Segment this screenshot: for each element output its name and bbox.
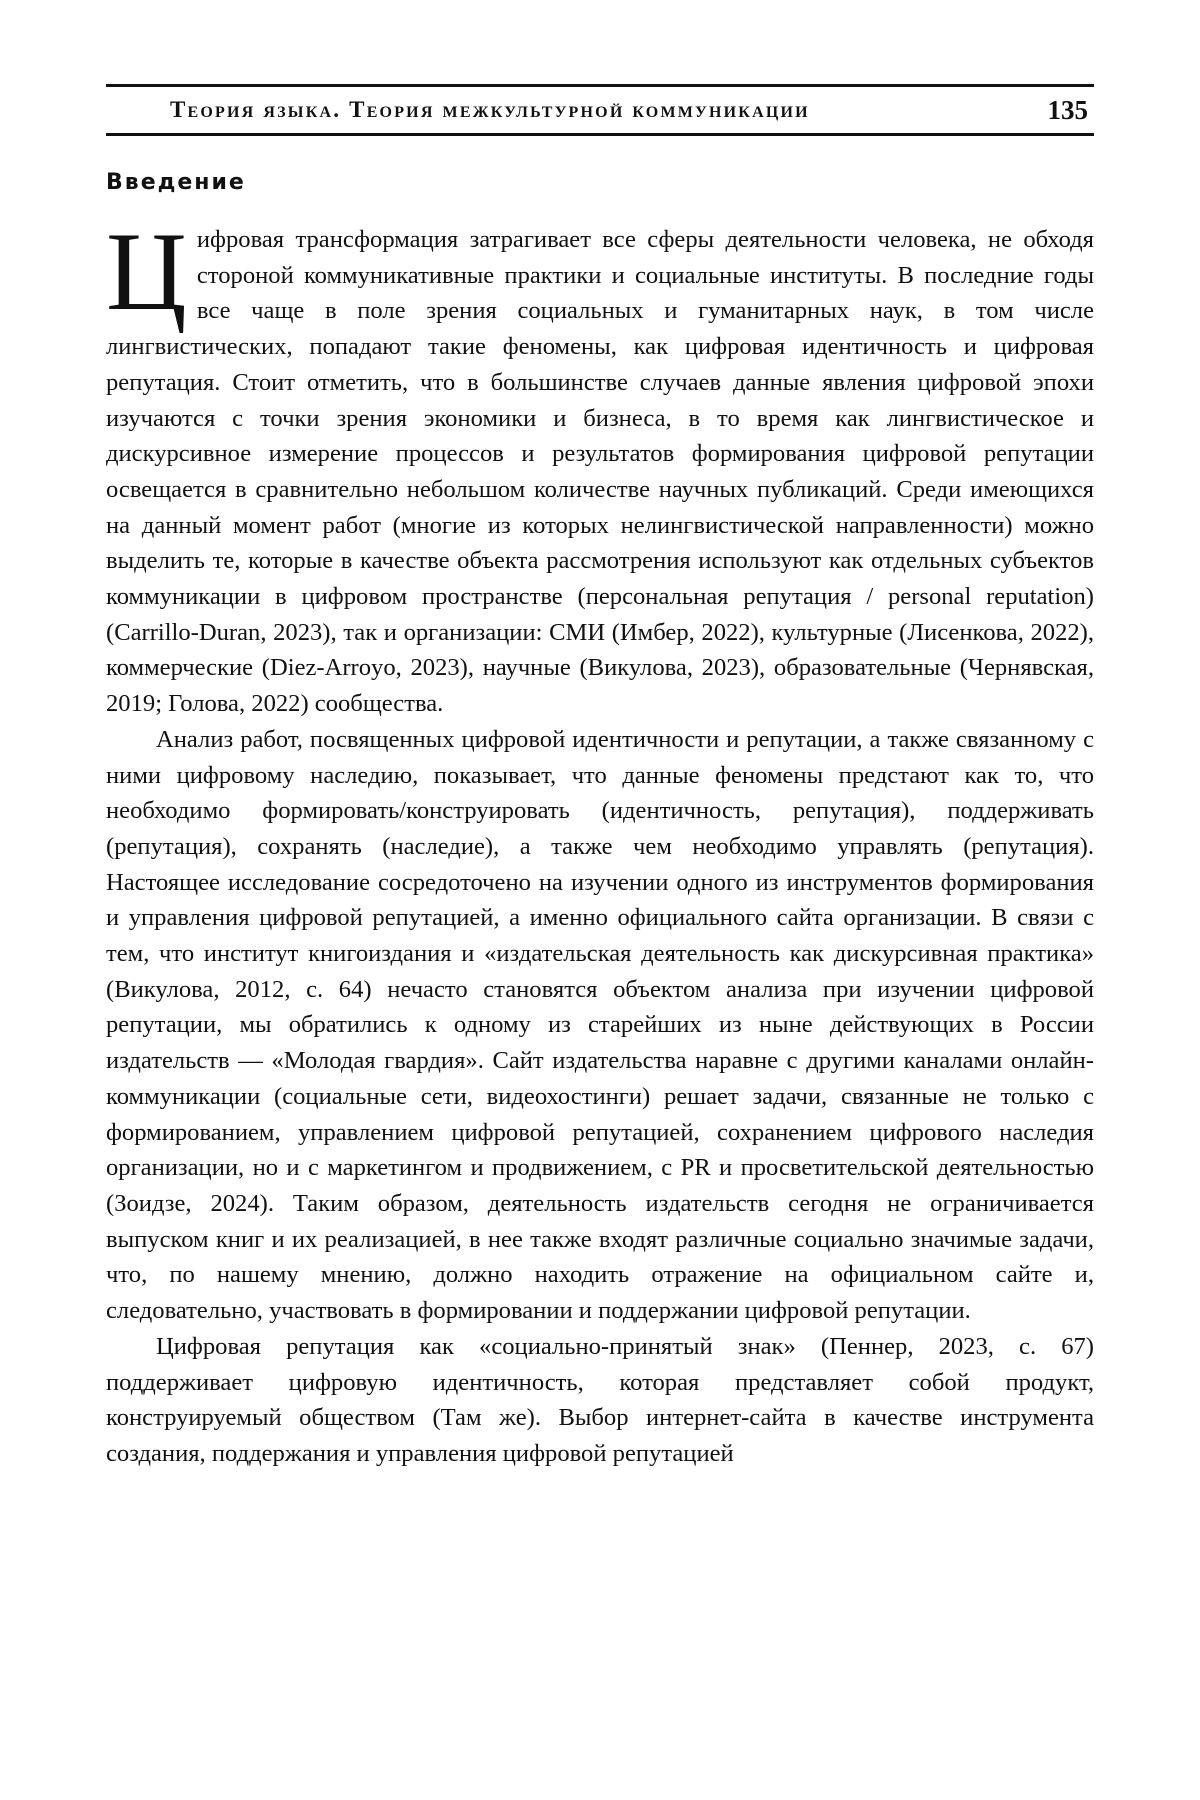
page-number: 135: [1048, 95, 1089, 126]
paragraph-2: Анализ работ, посвященных цифровой идентичности и репутации, а также связанному с ними цифровому наследию, показывает, что данные феномены предстают как то, что необходимо формировать/конструировать (идентичность, репутация), поддерживать (репутация), сохранять (наследие), а также чем необходимо управлять (репутация). Настоящее исследование сосредоточено на изучении одного из инструментов формирования и управления цифровой репутацией, а именно официального сайта организации. В связи с тем, что институт книгоиздания и «издательская деятельность как дискурсивная практика» (Викулова, 2012, с. 64) нечасто становятся объектом анализа при изучении цифровой репутации, мы обратились к одному из старейших из ныне действующих в России издательств — «Молодая гвардия». Сайт издательства наравне с другими каналами онлайн-коммуникации (социальные сети, видеохостинги) решает задачи, связанные не только с формированием, управлением цифровой репутацией, сохранением цифрового наследия организации, но и с маркетингом и продвижением, с PR и просветительской деятельностью (Зоидзе, 2024). Таким образом, деятельность издательств сегодня не ограничивается выпуском книг и их реализацией, в нее также входят различные социально значимые задачи, что, по нашему мнению, должно находить отражение на официальном сайте и, следовательно, участвовать в формировании и поддержании цифровой репутации.: [106, 722, 1094, 1329]
paragraph-1-text: ифровая трансформация затрагивает все сферы деятельности человека, не обходя стороной коммуникативные практики и социальные институты. В последние годы все чаще в поле зрения социальных и гуманитарных наук, в том числе лингвистических, попадают такие феномены, как цифровая идентичность и цифровая репутация. Стоит отметить, что в большинстве случаев данные явления цифровой эпохи изучаются с точки зрения экономики и бизнеса, в то время как лингвистическое и дискурсивное измерение процессов и результатов формирования цифровой репутации освещается в сравнительно небольшом количестве научных публикаций. Среди имеющихся на данный момент работ (многие из которых нелингвистической направленности) можно выделить те, которые в качестве объекта рассмотрения используют как отдельных субъектов коммуникации в цифровом пространстве (персональная репутация / personal reputation) (Carrillo-Duran, 2023), так и организации: СМИ (Имбер, 2022), культурные (Лисенкова, 2022), коммерческие (Diez-Arroyo, 2023), научные (Викулова, 2023), образовательные (Чернявская, 2019; Голова, 2022) сообщества.: [106, 226, 1094, 717]
journal-page: [106, 84, 1094, 1472]
running-header: [106, 84, 1094, 136]
paragraph-3: Цифровая репутация как «социально-принятый знак» (Пеннер, 2023, с. 67) поддерживает цифровую идентичность, которая представляет собой продукт, конструируемый обществом (Там же). Выбор интернет-сайта в качестве инструмента создания, поддержания и управления цифровой репутацией: [106, 1329, 1094, 1472]
section-heading: Введение: [106, 168, 1094, 198]
paragraph-1: [106, 222, 1094, 722]
body-text: [106, 222, 1094, 1472]
running-title: Теория языка. Теория межкультурной коммуникации: [170, 97, 810, 123]
drop-cap: Ц: [106, 228, 187, 322]
